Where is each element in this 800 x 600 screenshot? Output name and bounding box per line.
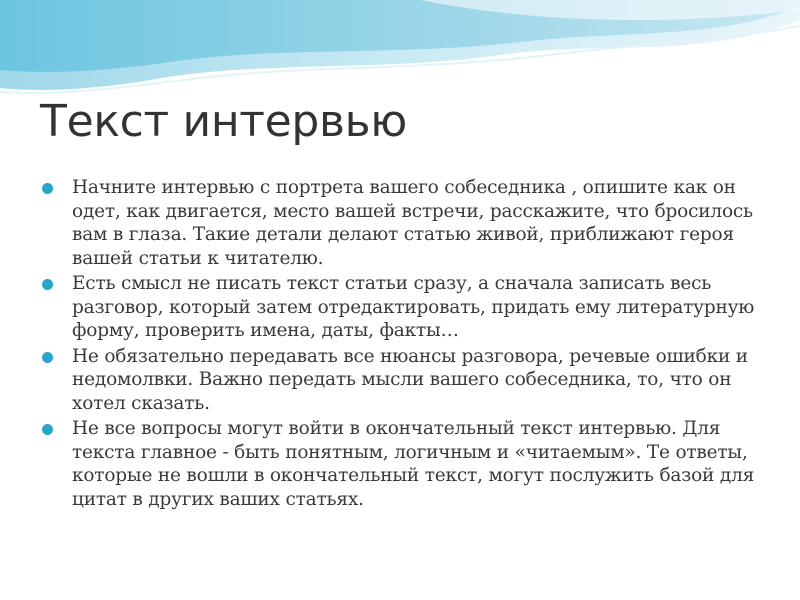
bullet-item	[42, 345, 762, 416]
bullet-dot-icon	[42, 424, 53, 435]
bullet-dot-icon	[42, 183, 53, 194]
bullet-item	[42, 272, 762, 343]
bullet-dot-icon	[42, 279, 53, 290]
slide-title: Текст интервью	[40, 96, 408, 147]
bullet-dot-icon	[42, 352, 53, 363]
bullet-item	[42, 176, 762, 270]
bullet-list	[42, 176, 762, 513]
bullet-text: Есть смысл не писать текст статьи сразу, а сначала записать весь разговор, который затем отредактировать, придать ему литературную форму, проверить имена, даты, факты…	[72, 273, 755, 341]
bullet-text: Не обязательно передавать все нюансы разговора, речевые ошибки и недомолвки. Важно передать мысли вашего собеседника, то, что он хотел сказать.	[72, 345, 748, 414]
bullet-item	[42, 417, 762, 511]
bullet-text: Не все вопросы могут войти в окончательный текст интервью. Для текста главное - быть понятным, логичным и «читаемым». Те ответы, которые не вошли в окончательный текст, могут послужить базой для цитат в других ваших статьях.	[72, 418, 755, 510]
bullet-text: Начните интервью с портрета вашего собеседника , опишите как он одет, как двигается, место вашей встречи, расскажите, что бросилось вам в глаза. Такие детали делают статью живой, приближают героя вашей статьи к читателю.	[72, 177, 753, 269]
